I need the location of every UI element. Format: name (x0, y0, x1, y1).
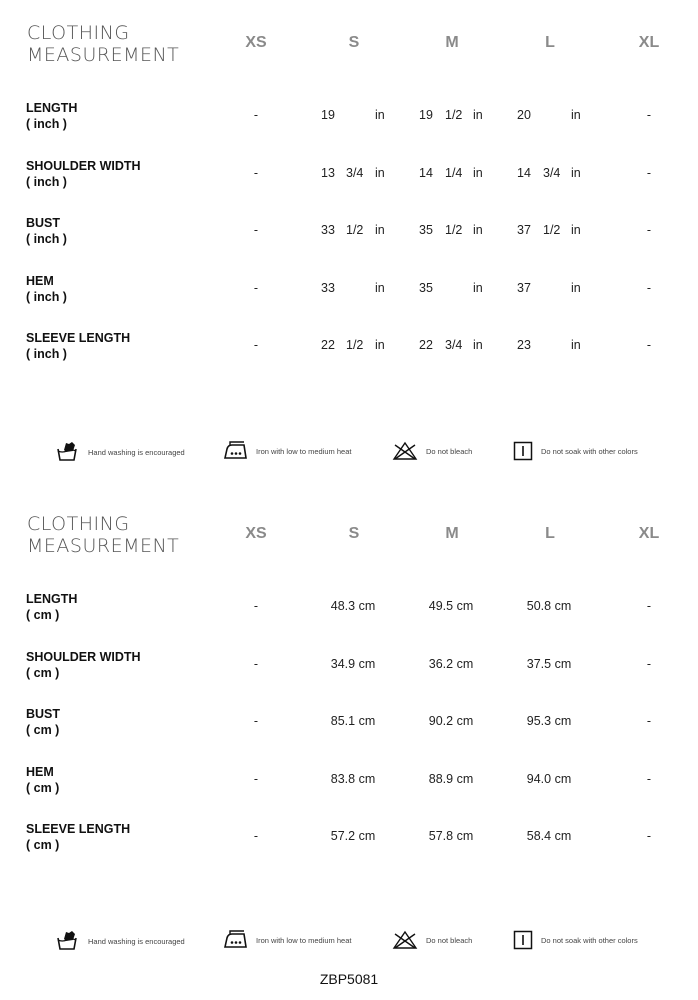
table-title (27, 513, 179, 557)
value-l: 37.5 cm (526, 656, 572, 671)
care-item (513, 441, 638, 461)
value-xl: - (646, 714, 652, 728)
value-s-unit: in (375, 165, 385, 180)
row-label-name: SLEEVE LENGTH (26, 822, 131, 836)
row-label-name: HEM (26, 764, 54, 779)
value-m-fraction: 1/2 (445, 108, 463, 122)
value-m: 36.2 cm (428, 656, 474, 671)
value-xl: - (646, 165, 652, 180)
size-header-l: L (545, 525, 555, 542)
size-header-m: M (445, 34, 459, 51)
value-s-unit: in (375, 280, 385, 295)
hand-wash-icon (56, 930, 80, 952)
row-label (26, 330, 130, 362)
value-s-whole: 33 (321, 223, 335, 237)
size-header-s: S (348, 525, 360, 542)
value-m-whole: 19 (419, 108, 433, 122)
care-item (222, 930, 351, 950)
value-s: 57.2 cm (330, 829, 376, 843)
value-l-fraction: 1/2 (543, 223, 561, 237)
value-s-unit: in (375, 223, 385, 237)
value-l-whole: 14 (517, 165, 531, 180)
value-xs: - (253, 771, 259, 786)
table-title-line2: MEASUREMENT (27, 44, 180, 66)
iron-low-heat-icon (222, 441, 248, 461)
row-label-name: LENGTH (26, 101, 78, 115)
value-xs: - (253, 280, 259, 295)
value-l-unit: in (571, 108, 581, 122)
value-s-fraction: 1/2 (346, 338, 364, 352)
value-s-unit: in (375, 108, 385, 122)
value-m: 90.2 cm (428, 714, 474, 728)
care-text: Do not soak with other colors (541, 935, 638, 945)
value-s-fraction: 3/4 (346, 165, 364, 180)
do-not-bleach-icon (392, 441, 418, 461)
product-code: ZBP5081 (319, 971, 379, 987)
value-l: 58.4 cm (526, 829, 572, 843)
value-xs: - (253, 223, 259, 237)
care-text: Do not bleach (426, 935, 473, 945)
table-title-line1: CLOTHING (27, 22, 130, 44)
value-s: 85.1 cm (330, 714, 376, 728)
value-m-whole: 35 (419, 223, 433, 237)
row-label (26, 706, 60, 738)
table-title-line1: CLOTHING (27, 513, 130, 535)
value-xl: - (646, 771, 652, 786)
care-item (56, 441, 185, 463)
row-label-name: LENGTH (26, 592, 78, 606)
row-label-unit: ( inch ) (26, 347, 67, 361)
row-label (26, 591, 77, 623)
row-label (26, 215, 67, 247)
row-label (26, 158, 141, 190)
value-xl: - (646, 829, 652, 843)
iron-low-heat-icon (222, 930, 248, 950)
value-xs: - (253, 656, 259, 671)
value-m-fraction: 1/2 (445, 223, 463, 237)
care-text: Iron with low to medium heat (256, 446, 352, 456)
care-item (56, 930, 185, 952)
value-m-whole: 14 (419, 165, 433, 180)
value-xs: - (253, 714, 259, 728)
value-l-whole: 37 (517, 223, 531, 237)
value-xs: - (253, 599, 259, 613)
row-label-name: BUST (26, 216, 61, 230)
value-s: 83.8 cm (330, 771, 376, 786)
do-not-soak-icon (513, 930, 533, 950)
size-header-l: L (545, 34, 555, 51)
row-label-unit: ( cm ) (26, 608, 60, 622)
value-s-whole: 13 (321, 165, 335, 180)
value-m: 57.8 cm (428, 829, 474, 843)
row-label-name: SHOULDER WIDTH (26, 649, 141, 664)
row-label-unit: ( cm ) (26, 838, 60, 852)
row-label-unit: ( inch ) (26, 232, 67, 246)
care-text: Hand washing is encouraged (88, 936, 185, 946)
value-m-unit: in (473, 108, 483, 122)
value-l-whole: 20 (517, 108, 531, 122)
row-label-unit: ( inch ) (26, 174, 67, 189)
size-header-s: S (348, 34, 360, 51)
value-xs: - (253, 829, 259, 843)
care-item (513, 930, 638, 950)
value-m-whole: 22 (419, 338, 433, 352)
size-header-xl: XL (638, 525, 660, 542)
value-xl: - (646, 599, 652, 613)
care-item (392, 930, 472, 950)
row-label (26, 764, 59, 796)
row-label (26, 821, 130, 853)
value-m-unit: in (473, 280, 483, 295)
value-xl: - (646, 108, 652, 122)
row-label (26, 100, 77, 132)
value-xl: - (646, 223, 652, 237)
value-m-unit: in (473, 165, 483, 180)
value-s-whole: 33 (321, 280, 335, 295)
value-m-fraction: 1/4 (445, 165, 463, 180)
value-l: 94.0 cm (526, 771, 572, 786)
value-m-unit: in (473, 223, 483, 237)
table-title-line2: MEASUREMENT (27, 535, 180, 557)
care-item (392, 441, 472, 461)
value-s-whole: 19 (321, 108, 335, 122)
care-text: Iron with low to medium heat (256, 935, 352, 945)
row-label (26, 273, 67, 305)
value-l-whole: 23 (517, 338, 531, 352)
value-s-unit: in (375, 338, 385, 352)
row-label-name: SLEEVE LENGTH (26, 331, 131, 345)
value-m-fraction: 3/4 (445, 338, 463, 352)
value-xl: - (646, 338, 652, 352)
value-l-whole: 37 (517, 280, 531, 295)
value-xs: - (253, 165, 259, 180)
value-xs: - (253, 108, 259, 122)
care-item (222, 441, 351, 461)
do-not-bleach-icon (392, 930, 418, 950)
row-label-unit: ( inch ) (26, 117, 67, 131)
size-header-m: M (445, 525, 459, 542)
do-not-soak-icon (513, 441, 533, 461)
size-header-xl: XL (638, 34, 660, 51)
value-m-whole: 35 (419, 280, 433, 295)
value-s-fraction: 1/2 (346, 223, 364, 237)
value-xs: - (253, 338, 259, 352)
value-l: 95.3 cm (526, 714, 572, 728)
value-l-unit: in (571, 280, 581, 295)
value-s-whole: 22 (321, 338, 335, 352)
value-l-unit: in (571, 338, 581, 352)
care-text: Hand washing is encouraged (88, 447, 185, 457)
value-m: 49.5 cm (428, 599, 474, 613)
row-label-unit: ( inch ) (26, 289, 67, 304)
value-xl: - (646, 280, 652, 295)
value-l-unit: in (571, 165, 581, 180)
value-xl: - (646, 656, 652, 671)
size-header-xs: XS (245, 34, 267, 51)
row-label-name: HEM (26, 273, 54, 288)
value-l-unit: in (571, 223, 581, 237)
row-label-name: BUST (26, 707, 61, 721)
row-label-unit: ( cm ) (26, 723, 60, 737)
value-s: 34.9 cm (330, 656, 376, 671)
care-text: Do not soak with other colors (541, 446, 638, 456)
row-label (26, 649, 141, 681)
care-text: Do not bleach (426, 446, 473, 456)
row-label-name: SHOULDER WIDTH (26, 158, 141, 173)
value-s: 48.3 cm (330, 599, 376, 613)
table-title (27, 22, 179, 66)
value-m-unit: in (473, 338, 483, 352)
value-l-fraction: 3/4 (543, 165, 561, 180)
value-l: 50.8 cm (526, 599, 572, 613)
value-m: 88.9 cm (428, 771, 474, 786)
size-header-xs: XS (245, 525, 267, 542)
row-label-unit: ( cm ) (26, 780, 60, 795)
row-label-unit: ( cm ) (26, 665, 60, 680)
hand-wash-icon (56, 441, 80, 463)
